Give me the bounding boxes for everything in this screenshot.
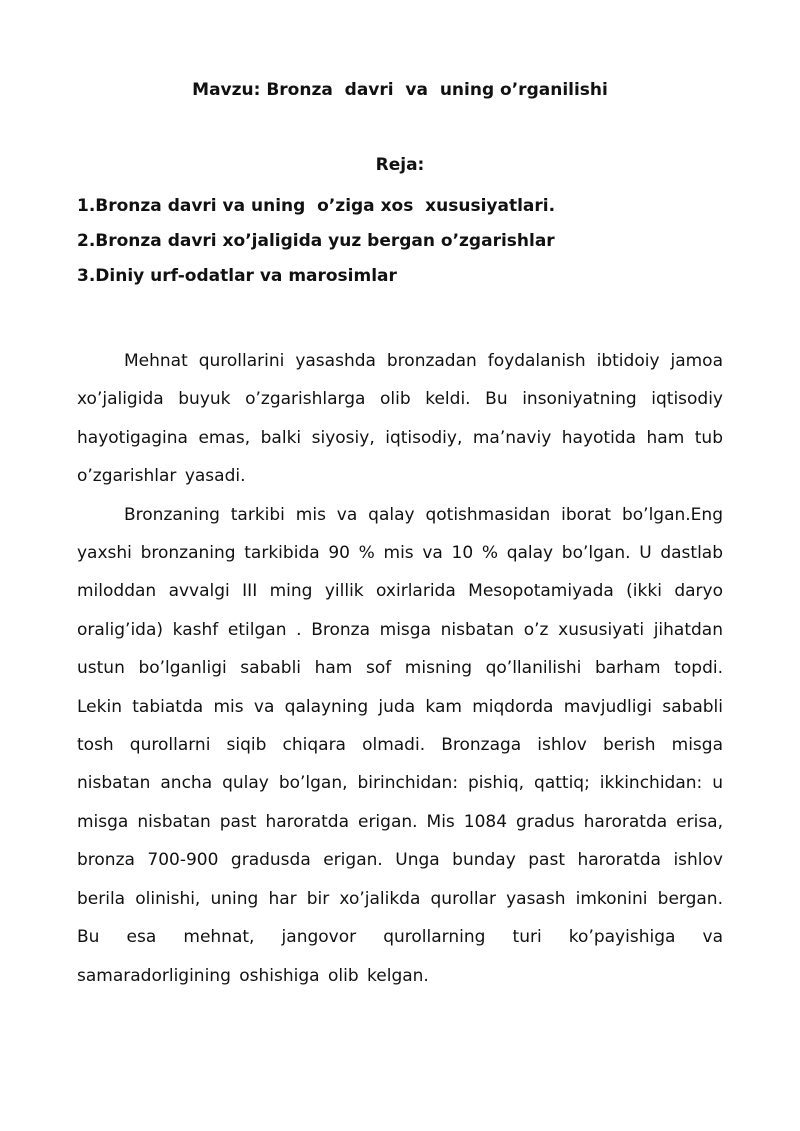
plan-item-3: 3.Diniy urf-odatlar va marosimlar xyxy=(77,266,397,286)
paragraph-2: Bronzaning tarkibi mis va qalay qotishmasidan iborat bo’lgan.Eng yaxshi bronzaning tarkibida 90 % mis va 10 % qalay bo’lgan. U dastlab miloddan avvalgi III ming yillik oxirlarida Mesopotamiyada (ikki daryo oralig’ida) kashf etilgan . Bronza misga nisbatan o’z xususiyati jihatdan ustun bo’lganligi sababli ham sof misning qo’llanilishi barham topdi. Lekin tabiatda mis va qalayning juda kam miqdorda mavjudligi sababli tosh qurollarni siqib chiqara olmadi. Bronzaga ishlov berish misga nisbatan ancha qulay bo’lgan, birinchidan: pishiq, qattiq; ikkinchidan: u misga nisbatan past haroratda erigan. Mis 1084 gradus haroratda erisa, bronza 700-900 gradusda erigan. Unga bunday past haroratda ishlov berila olinishi, uning har bir xo’jalikda qurollar yasash imkonini bergan. Bu esa mehnat, jangovor qurollarning turi ko’payishiga va samaradorligining oshishiga olib kelgan. xyxy=(77,504,723,986)
paragraph-1: Mehnat qurollarini yasashda bronzadan foydalanish ibtidoiy jamoa xo’jaligida buyuk o’zgarishlarga olib keldi. Bu insoniyatning iqtisodiy hayotigagina emas, balki siyosiy, iqtisodiy, ma’naviy hayotida ham tub o’zgarishlar yasadi. xyxy=(77,351,723,487)
document-title: Mavzu: Bronza davri va uning o’rganilishi xyxy=(192,80,608,100)
plan-item-1: 1.Bronza davri va uning o’ziga xos xususiyatlari. xyxy=(77,196,556,216)
plan-item-2: 2.Bronza davri xo’jaligida yuz bergan o’zgarishlar xyxy=(77,231,555,251)
plan-list xyxy=(77,194,555,299)
plan-heading: Reja: xyxy=(375,155,425,175)
body-text xyxy=(77,342,723,995)
